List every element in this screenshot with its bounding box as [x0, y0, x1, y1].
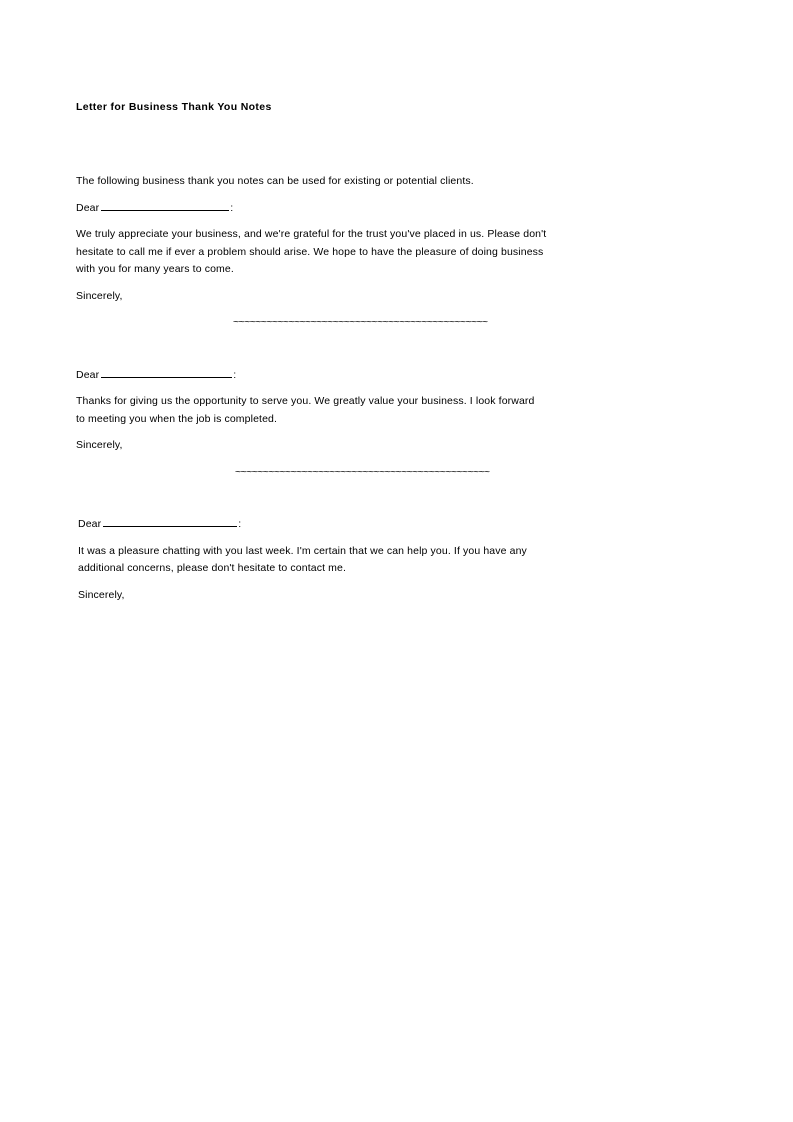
recipient-name-blank[interactable] [101, 200, 229, 211]
salutation-prefix: Dear [76, 201, 100, 214]
letter-block-1 [76, 200, 546, 332]
salutation-suffix: : [233, 368, 237, 381]
recipient-name-blank[interactable] [103, 516, 237, 527]
letter-divider-2: ~~~~~~~~~~~~~~~~~~~~~~~~~~~~~~~~~~~~~~~~~~~~~~ [235, 465, 490, 478]
sign-off-3: Sincerely, [78, 588, 125, 601]
letter-block-2 [76, 367, 546, 482]
letter-divider-1: ~~~~~~~~~~~~~~~~~~~~~~~~~~~~~~~~~~~~~~~~~~~~~~ [233, 316, 488, 328]
spacer [76, 507, 546, 516]
spacer [76, 191, 546, 200]
salutation-prefix: Dear [78, 518, 102, 530]
sign-off-2: Sincerely, [76, 439, 123, 451]
spacer [78, 578, 546, 587]
spacer [76, 455, 546, 464]
spacer [76, 332, 546, 345]
salutation-line-1 [76, 200, 546, 218]
letter-block-3 [76, 516, 546, 604]
letter-body-2: Thanks for giving us the opportunity to serve you. We greatly value your business. I look forward to meeting you when the job is completed. [76, 395, 535, 425]
salutation-line-2 [76, 367, 546, 385]
spacer [76, 428, 546, 437]
salutation-suffix: : [238, 518, 242, 530]
salutation-suffix: : [230, 201, 234, 214]
spacer [76, 358, 546, 367]
letter-body-3: It was a pleasure chatting with you last week. I'm certain that we can help you. If you have any additional concerns, please don't hesitate to contact me. [78, 544, 527, 574]
sign-off-1: Sincerely, [76, 289, 123, 302]
spacer [76, 217, 546, 226]
spacer [76, 279, 546, 288]
spacer [78, 534, 546, 543]
spacer [76, 481, 546, 494]
recipient-name-blank[interactable] [101, 367, 232, 378]
salutation-prefix: Dear [76, 368, 100, 381]
document-body [76, 100, 546, 604]
spacer [76, 384, 546, 393]
spacer [76, 305, 546, 314]
letter-body-1: We truly appreciate your business, and we're grateful for the trust you've placed in us. Please don't hesitate to call me if ever a problem should arise. We hope to have the pleasure of doing business with you for many years to come. [76, 228, 547, 275]
page-title: Letter for Business Thank You Notes [76, 101, 272, 113]
spacer [76, 345, 546, 358]
salutation-line-3 [78, 516, 546, 534]
intro-paragraph: The following business thank you notes can be used for existing or potential clients. [76, 175, 474, 187]
title-spacer [76, 114, 546, 173]
spacer [76, 494, 546, 507]
